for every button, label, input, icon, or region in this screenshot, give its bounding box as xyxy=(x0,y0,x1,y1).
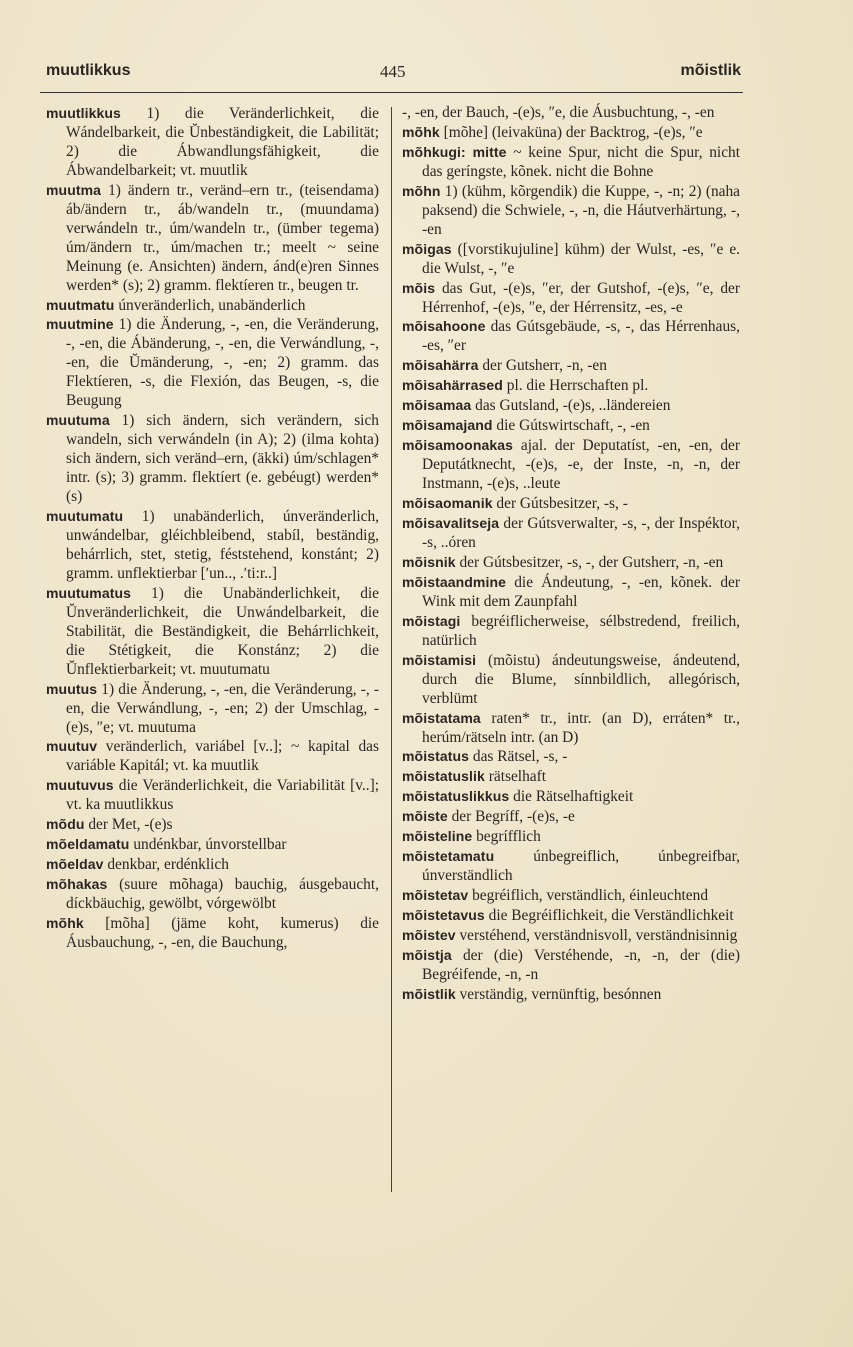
entry-headword: mõhk xyxy=(46,915,84,932)
entry-definition: únbegreiflich, únbegreifbar, únverständlich xyxy=(422,848,740,885)
dictionary-entry xyxy=(402,376,740,396)
entry-definition: raten* tr., intr. (an D), erráten* tr., herúm/rätseln intr. (an D) xyxy=(422,709,740,746)
header-last-entry: mõistlik xyxy=(680,62,741,79)
entry-definition: begréiflich, verständlich, éinleuchtend xyxy=(468,887,709,905)
entry-definition: 1) (kühm, kõrgendik) die Kuppe, -, -n; 2) (naha paksend) die Schwiele, -, -n, die Háutverhärtung, -, -en xyxy=(422,182,740,238)
entry-headword: mõeldamatu xyxy=(46,836,130,853)
dictionary-entry xyxy=(402,827,740,847)
dictionary-entry xyxy=(402,182,740,240)
entry-definition: ([vorstikujuline] kühm) der Wulst, -es, ″e e. die Wulst, -, ″e xyxy=(422,240,740,277)
dictionary-entry xyxy=(402,767,740,787)
entry-headword: mõistatama xyxy=(402,709,481,726)
entry-definition: 1) die Änderung, -, -en, die Veränderung, -, -en, die Verwándlung, -, -en; 2) der Umschlag, -(e)s, ″e; vt. muutuma xyxy=(66,680,379,736)
entry-definition: [mõhe] (leivaküna) der Backtrog, -(e)s, ″e xyxy=(439,123,703,141)
dictionary-entry xyxy=(402,279,740,318)
dictionary-entry xyxy=(46,855,379,875)
entry-definition: der Gútsbesitzer, -s, -, der Gutsherr, -n, -en xyxy=(455,553,724,571)
entry-definition: die Ándeutung, -, -en, kõnek. der Wink mit dem Zaunpfahl xyxy=(422,573,740,610)
dictionary-entry xyxy=(402,143,740,182)
entry-headword: mõistatuslikkus xyxy=(402,788,510,805)
entry-definition: das Gutsland, -(e)s, ..ländereien xyxy=(471,397,671,415)
entry-headword: mõisamoonakas xyxy=(402,437,514,454)
entry-headword: mõdu xyxy=(46,816,85,833)
entry-headword: mõisavalitseja xyxy=(402,515,500,532)
entry-definition: 1) die Änderung, -, -en, die Veränderung, -, -en, die Ábänderung, -, -en, die Verwándlung, -, -en, die Ŭmänderung, -, -en; 2) gramm. das Flektíeren, -s, die Flexión, das Beugen, -s, die Beugung xyxy=(66,316,379,410)
entry-headword: muutuvus xyxy=(46,777,114,794)
entry-definition: verständig, vernünftig, besónnen xyxy=(455,985,662,1003)
dictionary-entry xyxy=(402,317,740,356)
entry-definition: [mõha] (jäme koht, kumerus) die Áusbauchung, -, -en, die Bauchung, xyxy=(66,915,379,951)
entry-definition: die Rätselhaftigkeit xyxy=(509,788,634,806)
entry-headword: mõisahärra xyxy=(402,357,479,374)
dictionary-entry xyxy=(402,651,740,709)
dictionary-entry xyxy=(402,240,740,279)
entry-definition: pl. die Herrschaften pl. xyxy=(502,377,649,395)
dictionary-entry xyxy=(402,847,740,886)
entry-definition: undénkbar, únvorstellbar xyxy=(129,836,287,854)
entry-headword: mõisnik xyxy=(402,553,456,570)
entry-headword: mõeldav xyxy=(46,856,104,873)
dictionary-entry xyxy=(46,411,379,507)
entry-headword: mõis xyxy=(402,279,436,296)
entry-headword: mõisahärrased xyxy=(402,377,503,394)
dictionary-entry xyxy=(46,296,379,316)
entry-definition: das Rätsel, -s, - xyxy=(469,748,568,766)
entry-headword: mõistev xyxy=(402,927,456,944)
header-rule xyxy=(40,92,743,93)
entry-headword: muutmatu xyxy=(46,296,115,313)
entry-headword: mõisteline xyxy=(402,828,473,845)
entry-definition: (suure mõhaga) bauchig, áusgebaucht, díckbäuchig, gewölbt, vórgewölbt xyxy=(66,876,379,913)
dictionary-entry xyxy=(46,680,379,738)
entry-definition: 1) sich ändern, sich verändern, sich wandeln, sich verwándeln (in A); 2) (ilma kohta) sich ändern, sich veränd–ern, (äkki) úm/schlagen* intr. (s); 3) gramm. flektíert (e. gebéugt) werden* (s) xyxy=(66,412,379,506)
entry-definition: begréiflicherweise, sélbstredend, freilich, natürlich xyxy=(422,612,740,649)
entry-headword: muutma xyxy=(46,181,102,198)
entry-definition: das Gut, -(e)s, ″er, der Gutshof, -(e)s, ″e, der Hérrenhof, -(e)s, ″e, der Hérrensitz, -es, -e xyxy=(422,279,740,316)
entry-definition: -, -en, der Bauch, -(e)s, ″e, die Áusbuchtung, -, -en xyxy=(402,104,715,121)
dictionary-entry xyxy=(402,886,740,906)
dictionary-entry xyxy=(402,416,740,436)
dictionary-entry xyxy=(402,494,740,514)
column-divider xyxy=(391,107,392,1192)
entry-headword: mõisamajand xyxy=(402,417,493,434)
entry-definition: der Gutsherr, -n, -en xyxy=(478,357,607,375)
dictionary-entry xyxy=(402,747,740,767)
dictionary-entry xyxy=(46,507,379,584)
dictionary-entry xyxy=(46,584,379,680)
entry-headword: muutus xyxy=(46,680,98,697)
entry-headword: mõistetav xyxy=(402,887,469,904)
entry-definition: 1) ändern tr., veränd–ern tr., (teisendama) áb/ändern tr., áb/wandeln tr., (muundama) verwándeln tr., úm/wandeln tr., (ümber tegema) úm/ändern tr., úm/machen tr.; meelt ~ seine Meinung (e. Ansichten) ändern, ánd(e)ren Sinnes werden* (s); 2) gramm. flektíeren tr., beugen tr. xyxy=(66,181,379,294)
entry-definition: veränderlich, variábel [v..]; ~ kapital das variáble Kapitál; vt. ka muutlik xyxy=(66,738,379,775)
entry-headword: mõisahoone xyxy=(402,318,486,335)
right-column xyxy=(402,104,740,1005)
dictionary-entry xyxy=(46,914,379,953)
entry-headword: mõistagi xyxy=(402,612,461,629)
dictionary-entry xyxy=(46,815,379,835)
dictionary-entry xyxy=(46,181,379,296)
entry-definition: die Begréiflichkeit, die Verständlichkeit xyxy=(484,907,734,925)
entry-headword: muutuv xyxy=(46,738,98,755)
dictionary-entry xyxy=(46,104,379,181)
entry-headword: mõisaomanik xyxy=(402,495,493,512)
entry-definition: 1) die Veränderlichkeit, die Wándelbarkeit, die Ŭnbeständigkeit, die Labilität; 2) die Ábwandlungsfähigkeit, die Ábwandelbarkeit; vt. muutlik xyxy=(66,105,379,179)
entry-headword: mõistetamatu xyxy=(402,848,495,865)
dictionary-entry xyxy=(402,926,740,946)
entry-headword: mõhn xyxy=(402,182,441,199)
entry-headword: muutumatu xyxy=(46,508,124,525)
dictionary-entry xyxy=(46,776,379,815)
page-header xyxy=(46,62,741,86)
dictionary-entry xyxy=(402,807,740,827)
entry-headword: mõistatuslik xyxy=(402,768,485,785)
dictionary-entry xyxy=(402,573,740,612)
dictionary-entry xyxy=(402,104,740,123)
entry-definition: begrífflich xyxy=(472,828,541,846)
entry-headword: muutumatus xyxy=(46,584,131,601)
dictionary-entry xyxy=(46,315,379,411)
entry-headword: muutmine xyxy=(46,316,114,333)
dictionary-entry xyxy=(402,946,740,985)
dictionary-entry xyxy=(46,875,379,914)
dictionary-entry xyxy=(402,612,740,651)
entry-headword: mõistaandmine xyxy=(402,573,506,590)
entry-headword: muutlikkus xyxy=(46,105,121,121)
entry-definition: die Gútswirtschaft, -, -en xyxy=(492,417,650,435)
entry-definition: verstéhend, verständnisvoll, verständnisinnig xyxy=(455,927,738,945)
entry-definition: der Met, -(e)s xyxy=(84,816,173,834)
entry-definition: der Gútsverwalter, -s, -, der Inspéktor, -s, ..óren xyxy=(422,515,740,551)
entry-definition: 1) die Unabänderlichkeit, die Ŭnveränderlichkeit, die Unwándelbarkeit, die Stabilität, die Beständigkeit, die Behárrlichkeit, die Stétigkeit, die Konstánz; 2) die Ŭnflektierbarkeit; vt. muutumatu xyxy=(66,584,379,678)
dictionary-entry xyxy=(402,906,740,926)
entry-headword: mõistetavus xyxy=(402,907,485,924)
dictionary-entry xyxy=(46,835,379,855)
entry-definition: die Veränderlichkeit, die Variabilität [v..]; vt. ka muutlikkus xyxy=(66,777,379,814)
entry-definition: ajal. der Deputatíst, -en, -en, der Deputátknecht, -(e)s, -e, der Inste, -n, -n, der Instmann, -(e)s, ..leute xyxy=(422,437,740,493)
entry-definition: denkbar, erdénklich xyxy=(103,856,229,874)
left-column xyxy=(46,104,379,953)
entry-definition: únveränderlich, unabänderlich xyxy=(114,296,306,314)
entry-definition: 1) unabänderlich, únveränderlich, unwándelbar, gléichbleibend, stabíl, beständig, behárrlich, stet, stetig, féststehend, konstánt; 2) gramm. unflektierbar [ʹun.., .ʹti:r..] xyxy=(66,508,379,582)
entry-headword: mõiste xyxy=(402,808,448,825)
dictionary-entry xyxy=(402,514,740,553)
entry-headword: mõhkugi: mitte xyxy=(402,143,507,160)
entry-headword: mõigas xyxy=(402,240,452,257)
entry-definition: ~ keine Spur, nicht die Spur, nicht das geríngste, kõnek. nicht die Bohne xyxy=(422,143,740,180)
dictionary-entry xyxy=(402,123,740,143)
dictionary-entry xyxy=(402,787,740,807)
dictionary-entry xyxy=(402,356,740,376)
entry-definition: der Begríff, -(e)s, -e xyxy=(447,808,575,826)
dictionary-entry xyxy=(402,985,740,1005)
entry-headword: mõistatus xyxy=(402,748,470,765)
entry-headword: muutuma xyxy=(46,412,110,429)
entry-headword: mõhk xyxy=(402,123,440,140)
dictionary-entry xyxy=(402,553,740,573)
entry-headword: mõistja xyxy=(402,946,452,963)
entry-definition: (mõistu) ándeutungsweise, ándeutend, durch die Blume, sínnbildlich, allegórisch, verblümt xyxy=(422,651,740,707)
entry-definition: der (die) Verstéhende, -n, -n, der (die) Begréifende, -n, -n xyxy=(422,946,740,983)
dictionary-entry xyxy=(402,709,740,748)
entry-definition: der Gútsbesitzer, -s, - xyxy=(492,495,628,513)
entry-definition: das Gútsgebäude, -s, -, das Hérrenhaus, -es, ″er xyxy=(422,318,740,355)
entry-headword: mõhakas xyxy=(46,876,108,893)
entry-definition: rätselhaft xyxy=(484,768,546,786)
dictionary-entry xyxy=(402,436,740,494)
entry-headword: mõisamaa xyxy=(402,397,472,414)
page-number: 445 xyxy=(380,62,406,81)
dictionary-entry xyxy=(46,737,379,776)
dictionary-entry xyxy=(402,396,740,416)
header-first-entry: muutlikkus xyxy=(46,62,131,79)
entry-headword: mõistlik xyxy=(402,985,456,1002)
entry-headword: mõistamisi xyxy=(402,651,477,668)
